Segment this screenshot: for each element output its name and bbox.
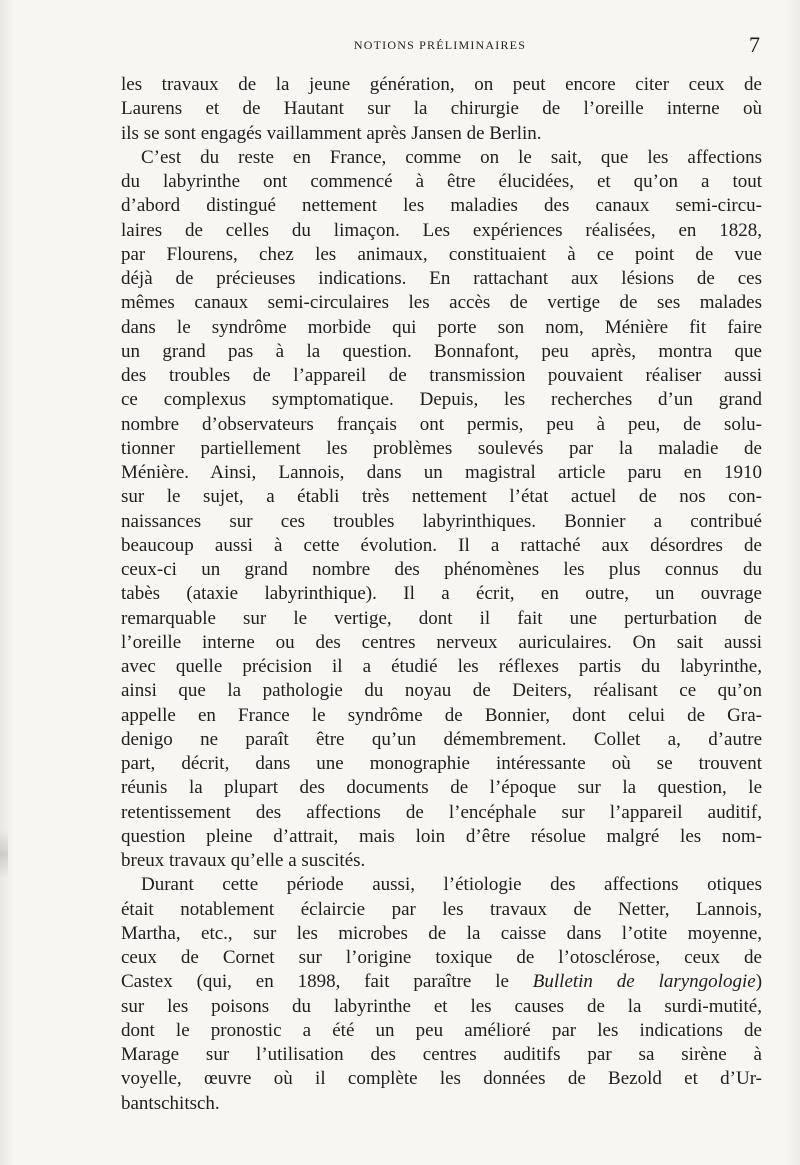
text-line-7: laires de celles du limaçon. Les expériences réalisées, en 1828, — [121, 219, 762, 241]
text-line-40: dont le pronostic a été un peu amélioré par les indications de — [121, 1019, 762, 1041]
text-line-8: par Flourens, chez les animaux, constituaient à ce point de vue — [121, 243, 762, 265]
text-line-2: Laurens et de Hautant sur la chirurgie de l’oreille interne où — [121, 98, 762, 120]
text-line-20: beaucoup aussi à cette évolution. Il a rattaché aux désordres de — [121, 534, 762, 556]
text-line-37: ceux de Cornet sur l’origine toxique de l’otosclérose, ceux de — [121, 947, 762, 968]
text-line-34: Durant cette période aussi, l’étiologie des affections otiques — [141, 874, 762, 896]
text-line-23: remarquable sur le vertige, dont il fait une perturbation de — [121, 607, 762, 629]
body-text — [121, 73, 762, 1116]
text-line-21: ceux-ci un grand nombre des phénomènes les plus connus du — [121, 559, 762, 580]
text-line-33: breux travaux qu’elle a suscités. — [121, 850, 366, 871]
text-line-18: sur le sujet, a établi très nettement l’état actuel de nos con- — [121, 486, 762, 508]
text-line-13: des troubles de l’appareil de transmission pouvaient réaliser aussi — [121, 365, 762, 386]
text-line-19: naissances sur ces troubles labyrinthiques. Bonnier a contribué — [121, 510, 762, 532]
page-edge-shadow — [0, 830, 8, 878]
text-line-32: question pleine d’attrait, mais loin d’être résolue malgré les nom- — [121, 825, 762, 847]
text-line-11: dans le syndrôme morbide qui porte son nom, Ménière fit faire — [121, 316, 762, 338]
text-line-15: nombre d’observateurs français ont permis, peu à peu, de solu- — [121, 413, 762, 435]
bulletin-title: Bulletin de laryngologie — [532, 971, 756, 993]
text-line-31: retentissement des affections de l’encéphale sur l’appareil auditif, — [121, 801, 762, 823]
text-line-5: du labyrinthe ont commencé à être élucidées, et qu’on a tout — [121, 171, 762, 192]
text-line-3: ils se sont engagés vaillamment après Jansen de Berlin. — [121, 122, 542, 144]
text-line-12: un grand pas à la question. Bonnafont, peu après, montra que — [121, 340, 762, 362]
text-line-24: l’oreille interne ou des centres nerveux auriculaires. On sait aussi — [121, 631, 762, 653]
text-line-1: les travaux de la jeune génération, on peut encore citer ceux de — [121, 74, 762, 95]
text-line-35: était notablement éclaircie par les travaux de Netter, Lannois, — [121, 898, 762, 920]
running-header — [120, 34, 760, 58]
text-line-41: Marage sur l’utilisation des centres auditifs par sa sirène à — [121, 1044, 762, 1065]
text-line-28: denigo ne paraît être qu’un démembrement. Collet a, d’autre — [121, 728, 762, 750]
text-line-16: tionner partiellement les problèmes soulevés par la maladie de — [121, 437, 762, 459]
running-title: NOTIONS PRÉLIMINAIRES — [353, 38, 527, 52]
text-line-39: sur les poisons du labyrinthe et les causes de la surdi-mutité, — [121, 995, 762, 1017]
text-line-25: avec quelle précision il a étudié les réflexes partis du labyrinthe, — [121, 656, 762, 677]
text-line-38 — [121, 970, 762, 994]
text-line-43: bantschitsch. — [121, 1092, 220, 1114]
text-line-17: Ménière. Ainsi, Lannois, dans un magistral article paru en 1910 — [121, 462, 762, 483]
page-number: 7 — [749, 32, 760, 57]
text-line-22: tabès (ataxie labyrinthique). Il a écrit, en outre, un ouvrage — [121, 583, 762, 605]
text-line-26: ainsi que la pathologie du noyau de Deiters, réalisant ce qu’on — [121, 680, 762, 702]
castex-text-end: ) — [755, 971, 762, 993]
castex-text-start: Castex (qui, en 1898, fait paraître le — [121, 971, 533, 993]
text-line-27: appelle en France le syndrôme de Bonnier, dont celui de Gra- — [121, 704, 762, 726]
text-line-42: voyelle, œuvre où il complète les données de Bezold et d’Ur- — [121, 1068, 762, 1090]
text-line-4: C’est du reste en France, comme on le sait, que les affections — [141, 146, 762, 168]
text-line-9: déjà de précieuses indications. En rattachant aux lésions de ces — [121, 268, 762, 289]
text-line-14: ce complexus symptomatique. Depuis, les recherches d’un grand — [121, 389, 762, 411]
text-line-10: mêmes canaux semi-circulaires les accès de vertige de ses malades — [121, 292, 762, 314]
text-line-6: d’abord distingué nettement les maladies des canaux semi-circu- — [121, 195, 762, 217]
text-line-30: réunis la plupart des documents de l’époque sur la question, le — [121, 777, 762, 799]
text-line-29: part, décrit, dans une monographie intéressante où se trouvent — [121, 753, 762, 774]
text-line-36: Martha, etc., sur les microbes de la caisse dans l’otite moyenne, — [121, 922, 762, 944]
